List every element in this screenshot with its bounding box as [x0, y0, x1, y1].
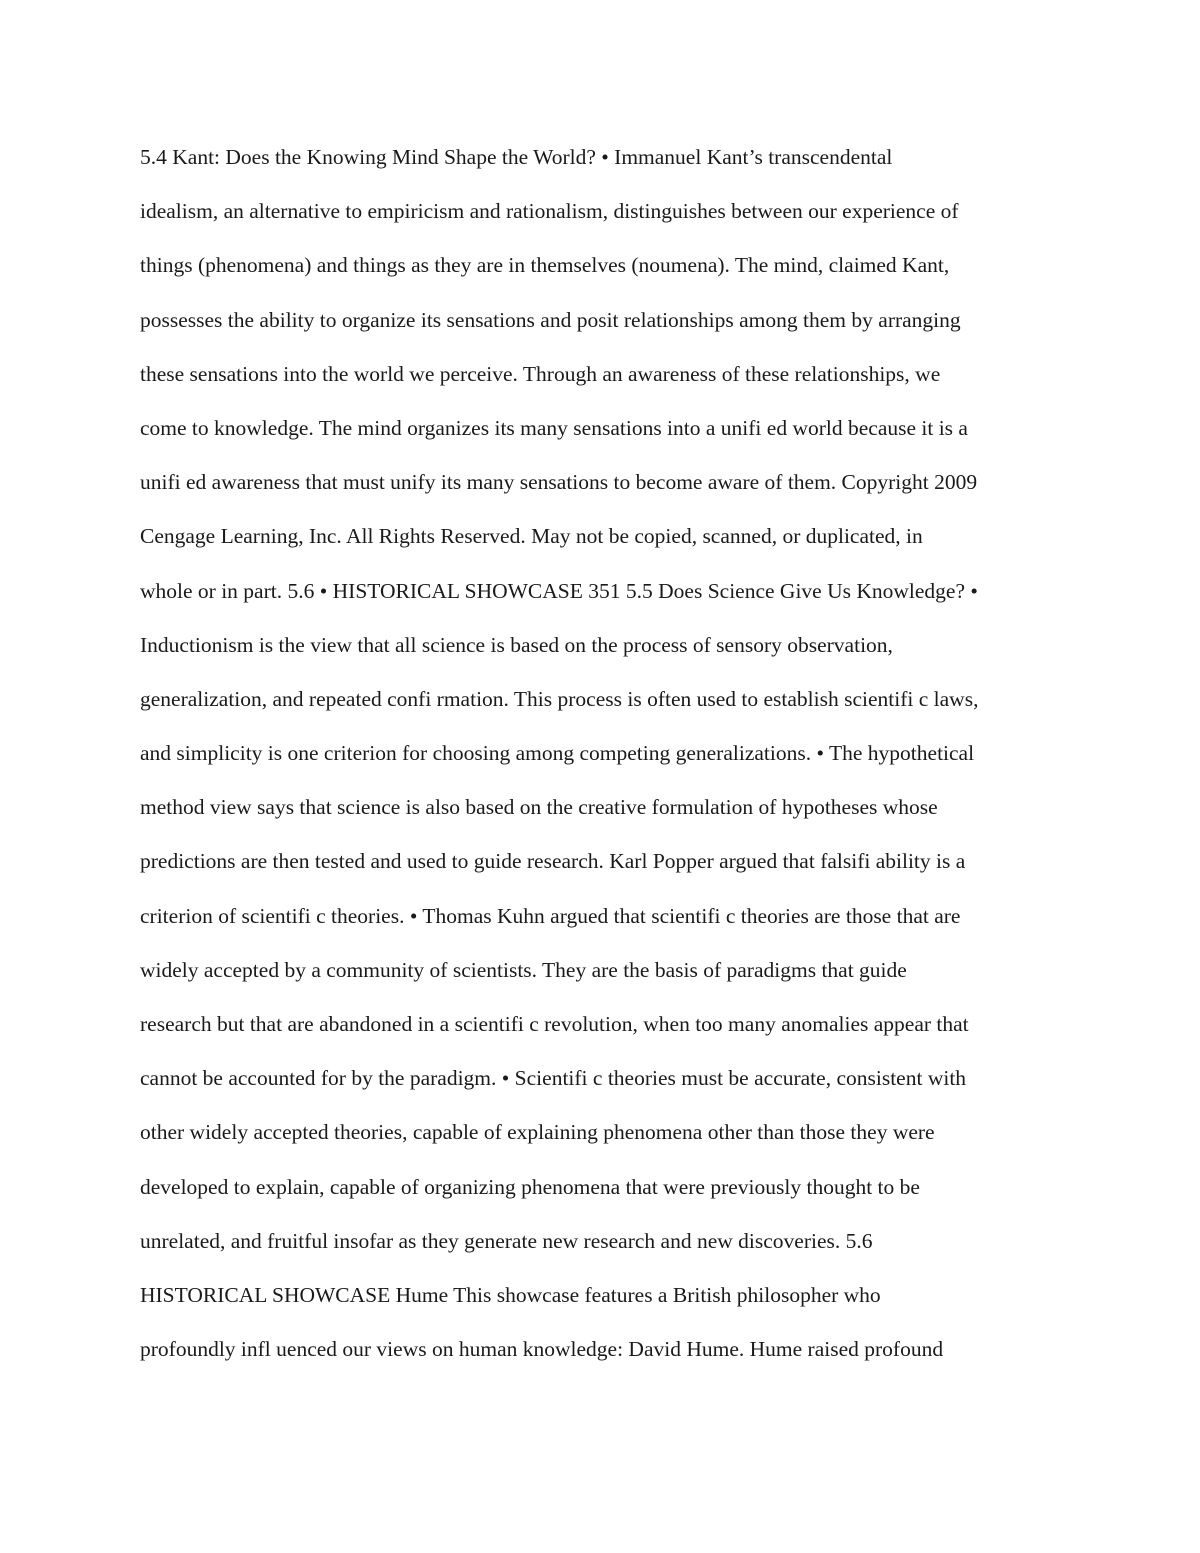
text-line: 5.4 Kant: Does the Knowing Mind Shape the World? • Immanuel Kant’s transcendental: [140, 145, 893, 169]
text-line: unrelated, and fruitful insofar as they generate new research and new discoveries. 5.6: [140, 1228, 873, 1253]
text-line: widely accepted by a community of scientists. They are the basis of paradigms that guide: [140, 957, 907, 982]
text-line: cannot be accounted for by the paradigm. • Scientifi c theories must be accurate, consistent with: [140, 1066, 967, 1091]
text-line: predictions are then tested and used to guide research. Karl Popper argued that falsifi ability is a: [140, 849, 966, 874]
text-line: come to knowledge. The mind organizes its many sensations into a unifi ed world because it is a: [140, 415, 968, 440]
text-line: generalization, and repeated confi rmation. This process is often used to establish scientifi c laws,: [140, 686, 979, 711]
body-paragraph: [140, 130, 1080, 1376]
text-line: whole or in part. 5.6 • HISTORICAL SHOWCASE 351 5.5 Does Science Give Us Knowledge? •: [140, 578, 978, 603]
text-line: developed to explain, capable of organizing phenomena that were previously thought to be: [140, 1174, 920, 1199]
text-line: profoundly infl uenced our views on human knowledge: David Hume. Hume raised profound: [140, 1337, 944, 1362]
text-line: possesses the ability to organize its sensations and posit relationships among them by arranging: [140, 307, 961, 332]
text-line: idealism, an alternative to empiricism and rationalism, distinguishes between our experience of: [140, 199, 959, 224]
text-line: and simplicity is one criterion for choosing among competing generalizations. • The hypothetical: [140, 741, 975, 766]
text-line: criterion of scientifi c theories. • Thomas Kuhn argued that scientifi c theories are those that are: [140, 903, 961, 928]
text-line: unifi ed awareness that must unify its many sensations to become aware of them. Copyright 2009: [140, 470, 978, 495]
text-line: these sensations into the world we perceive. Through an awareness of these relationships, we: [140, 361, 941, 386]
text-line: Inductionism is the view that all science is based on the process of sensory observation,: [140, 632, 893, 657]
text-line: Cengage Learning, Inc. All Rights Reserved. May not be copied, scanned, or duplicated, in: [140, 524, 923, 549]
text-line: research but that are abandoned in a scientifi c revolution, when too many anomalies appear that: [140, 1012, 969, 1036]
text-line: HISTORICAL SHOWCASE Hume This showcase features a British philosopher who: [140, 1282, 881, 1307]
text-line: method view says that science is also based on the creative formulation of hypotheses whose: [140, 795, 938, 820]
text-line: other widely accepted theories, capable of explaining phenomena other than those they were: [140, 1120, 935, 1145]
text-line: things (phenomena) and things as they are in themselves (noumena). The mind, claimed Kant,: [140, 253, 950, 278]
